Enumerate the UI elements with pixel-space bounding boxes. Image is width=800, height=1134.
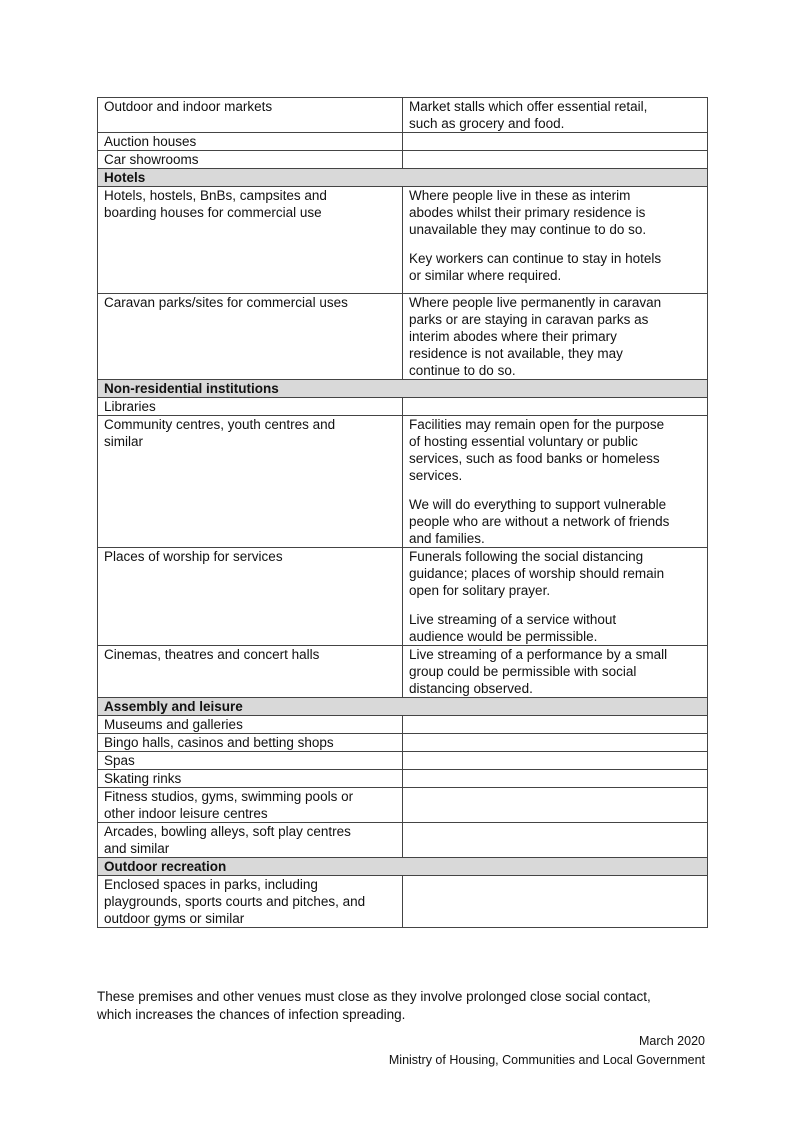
note-paragraph: Funerals following the social distancing guidance; places of worship should remain open for solitary prayer. — [409, 549, 665, 598]
section-header-row — [98, 169, 708, 187]
notes-cell — [403, 416, 708, 548]
section-header: Hotels — [98, 169, 708, 187]
venue-cell: Community centres, youth centres and similar — [98, 416, 403, 548]
venue-cell: Enclosed spaces in parks, including playgrounds, sports courts and pitches, and outdoor gyms or similar — [98, 876, 403, 928]
table-row — [98, 98, 708, 133]
notes-cell — [403, 98, 708, 133]
venue-cell: Hotels, hostels, BnBs, campsites and boarding houses for commercial use — [98, 187, 403, 294]
notes-cell — [403, 398, 708, 416]
section-header-row — [98, 698, 708, 716]
table-row — [98, 548, 708, 646]
note-paragraph: Live streaming of a performance by a small group could be permissible with social distancing observed. — [409, 647, 668, 696]
table-row — [98, 823, 708, 858]
notes-cell — [403, 294, 708, 380]
venue-cell: Arcades, bowling alleys, soft play centres and similar — [98, 823, 403, 858]
venue-cell: Caravan parks/sites for commercial uses — [98, 294, 403, 380]
section-header: Outdoor recreation — [98, 858, 708, 876]
closure-statement: These premises and other venues must close as they involve prolonged close social contact, which increases the chances of infection spreading. — [97, 989, 651, 1022]
venue-cell: Libraries — [98, 398, 403, 416]
ministry-name: Ministry of Housing, Communities and Local Government — [388, 1053, 705, 1067]
table-row — [98, 187, 708, 294]
venues-table-body — [98, 98, 708, 928]
table-row — [98, 398, 708, 416]
table-row — [98, 734, 708, 752]
notes-cell — [403, 646, 708, 698]
venue-cell: Auction houses — [98, 133, 403, 151]
table-row — [98, 752, 708, 770]
table-row — [98, 876, 708, 928]
note-paragraph: Facilities may remain open for the purpose of hosting essential voluntary or public services, such as food banks or homeless services. — [409, 417, 665, 483]
notes-cell — [403, 752, 708, 770]
note-paragraph: Key workers can continue to stay in hotels or similar where required. — [409, 251, 662, 283]
notes-cell — [403, 716, 708, 734]
notes-cell — [403, 151, 708, 169]
table-row — [98, 294, 708, 380]
document-date: March 2020 — [638, 1034, 705, 1048]
venues-table — [97, 97, 708, 928]
note-paragraph: Where people live in these as interim abodes whilst their primary residence is unavailable they may continue to do so. — [409, 188, 647, 237]
note-paragraph: We will do everything to support vulnerable people who are without a network of friends and families. — [409, 497, 670, 546]
venue-cell: Places of worship for services — [98, 548, 403, 646]
section-header-row — [98, 380, 708, 398]
venue-cell: Spas — [98, 752, 403, 770]
table-row — [98, 770, 708, 788]
table-row — [98, 646, 708, 698]
venue-cell: Skating rinks — [98, 770, 403, 788]
table-row — [98, 151, 708, 169]
table-row — [98, 416, 708, 548]
table-row — [98, 788, 708, 823]
venue-cell: Outdoor and indoor markets — [98, 98, 403, 133]
notes-cell — [403, 823, 708, 858]
section-header: Assembly and leisure — [98, 698, 708, 716]
venue-cell: Cinemas, theatres and concert halls — [98, 646, 403, 698]
notes-cell — [403, 133, 708, 151]
notes-cell — [403, 770, 708, 788]
section-header: Non-residential institutions — [98, 380, 708, 398]
venue-cell: Car showrooms — [98, 151, 403, 169]
note-paragraph: Where people live permanently in caravan parks or are staying in caravan parks as interim abodes where their primary residence is not available, they may continue to do so. — [409, 295, 662, 378]
notes-cell — [403, 548, 708, 646]
notes-cell — [403, 187, 708, 294]
table-row — [98, 716, 708, 734]
table-row — [98, 133, 708, 151]
notes-cell — [403, 876, 708, 928]
note-paragraph: Market stalls which offer essential retail, such as grocery and food. — [409, 99, 648, 131]
section-header-row — [98, 858, 708, 876]
venue-cell: Museums and galleries — [98, 716, 403, 734]
notes-cell — [403, 734, 708, 752]
venue-cell: Fitness studios, gyms, swimming pools or other indoor leisure centres — [98, 788, 403, 823]
note-paragraph: Live streaming of a service without audience would be permissible. — [409, 612, 617, 644]
venue-cell: Bingo halls, casinos and betting shops — [98, 734, 403, 752]
notes-cell — [403, 788, 708, 823]
